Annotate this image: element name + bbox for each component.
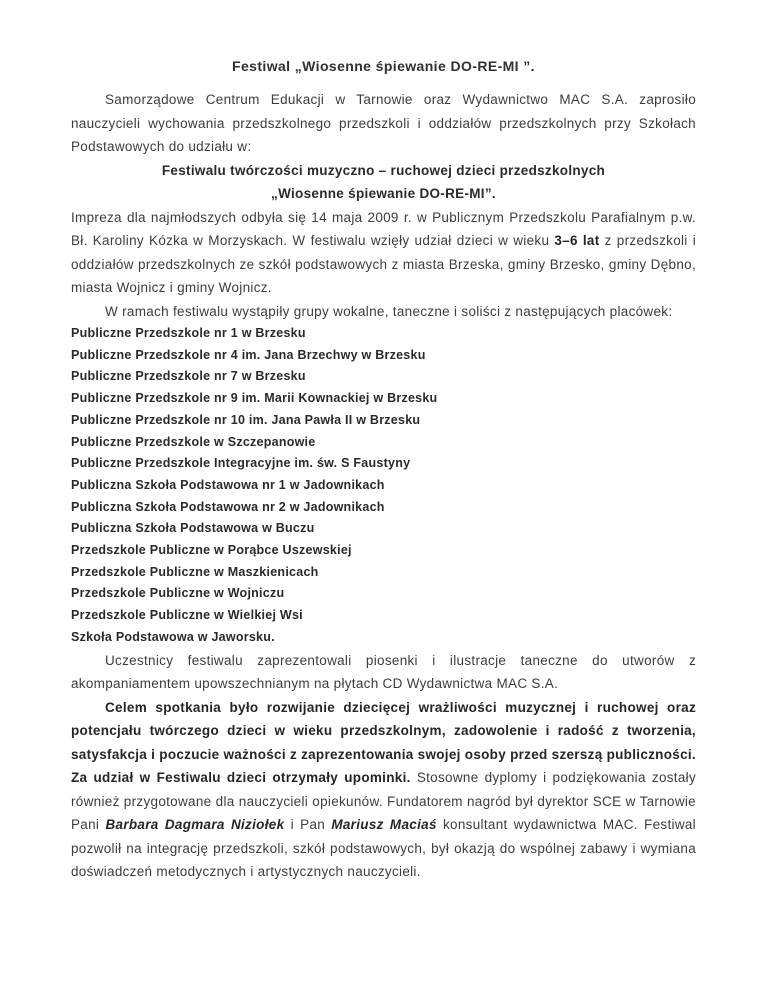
institution-item: Publiczne Przedszkole nr 4 im. Jana Brzechwy w Brzesku [71,347,426,362]
institution-item: Publiczna Szkoła Podstawowa nr 1 w Jadownikach [71,477,385,492]
institution-item: Publiczna Szkoła Podstawowa w Buczu [71,521,315,536]
text-segment: Barbara Dagmara Niziołek [105,817,285,833]
text-segment: Stosowne dyplomy i podziękowania zostały również przygotowane dla nauczycieli opiekunów. Fundatorem nagród był dyrektor SCE w Tarnowie Pani [71,770,697,833]
institution-item: Przedszkole Publiczne w Wojniczu [71,586,285,601]
text-segment: 3–6 lat [554,233,600,248]
text-segment: z przedszkoli i oddziałów przedszkolnych ze szkół podstawowych z miasta Brzeska, gminy Brzesko, gminy Dębno, miasta Wojnicz i gminy Wojnicz. [71,233,697,295]
festival-heading-line1: Festiwalu twórczości muzyczno – ruchowej dzieci przedszkolnych [161,162,606,178]
institution-item: Publiczne Przedszkole nr 9 im. Marii Kownackiej w Brzesku [71,391,438,406]
participants-paragraph: Uczestnicy festiwalu zaprezentowali piosenki i ilustracje taneczne do utworów z akompaniamentem upowszechnianym na płytach CD Wydawnictwa MAC S.A. [71,652,696,692]
festival-heading-line2: „Wiosenne śpiewanie DO-RE-MI”. [271,186,496,201]
institution-item: Przedszkole Publiczne w Porąbce Uszewskiej [71,543,352,558]
closing-paragraph [71,696,696,884]
institution-item: Publiczna Szkoła Podstawowa nr 2 w Jadownikach [71,499,385,514]
institution-item: Publiczne Przedszkole w Szczepanowie [71,434,316,449]
event-paragraph [71,206,696,300]
institution-item: Publiczne Przedszkole nr 10 im. Jana Pawła II w Brzesku [71,412,421,427]
groups-paragraph: W ramach festiwalu wystąpiły grupy wokalne, taneczne i soliści z następujących placówek: [105,303,673,319]
institutions-list [71,323,696,649]
text-segment: Celem spotkania było rozwijanie dziecięcej wrażliwości muzycznej i ruchowej oraz potencjału twórczego dzieci w wieku przedszkolnym, zadowolenie i radość z tworzenia, satysfakcja i poczucie ważności z zaprezentowania swojej osoby przed szerszą publiczności. Za udział w Festiwalu dzieci otrzymały upominki. [71,699,696,786]
institution-item: Publiczne Przedszkole Integracyjne im. św. S Faustyny [71,456,411,471]
intro-paragraph: Samorządowe Centrum Edukacji w Tarnowie oraz Wydawnictwo MAC S.A. zaprosiło nauczycieli wychowania przedszkolnego przedszkoli i oddziałów przedszkolnych przy Szkołach Podstawowych do udziału w: [71,92,696,154]
institution-item: Przedszkole Publiczne w Maszkienicach [71,564,319,579]
institution-item: Przedszkole Publiczne w Wielkiej Wsi [71,608,303,623]
text-segment: i Pan [284,817,332,833]
institution-item: Publiczne Przedszkole nr 7 w Brzesku [71,369,306,384]
document-title: Festiwal „Wiosenne śpiewanie DO-RE-MI ”. [232,58,535,74]
text-segment: Mariusz Maciaś [331,817,437,833]
institution-item: Szkoła Podstawowa w Jaworsku. [71,629,275,644]
text-segment: konsultant wydawnictwa MAC. Festiwal pozwolił na integrację przedszkoli, szkół podstawowych, był okazją do wspólnej zabawy i wymiana doświadczeń metodycznych i artystycznych nauczycieli. [71,817,696,880]
institution-item: Publiczne Przedszkole nr 1 w Brzesku [71,326,306,340]
text-segment: Impreza dla najmłodszych odbyła się 14 maja 2009 r. w Publicznym Przedszkolu Parafialnym p.w. Bł. Karoliny Kózka w Morzyskach. W festiwalu wzięły udział dzieci w wieku [71,209,696,248]
